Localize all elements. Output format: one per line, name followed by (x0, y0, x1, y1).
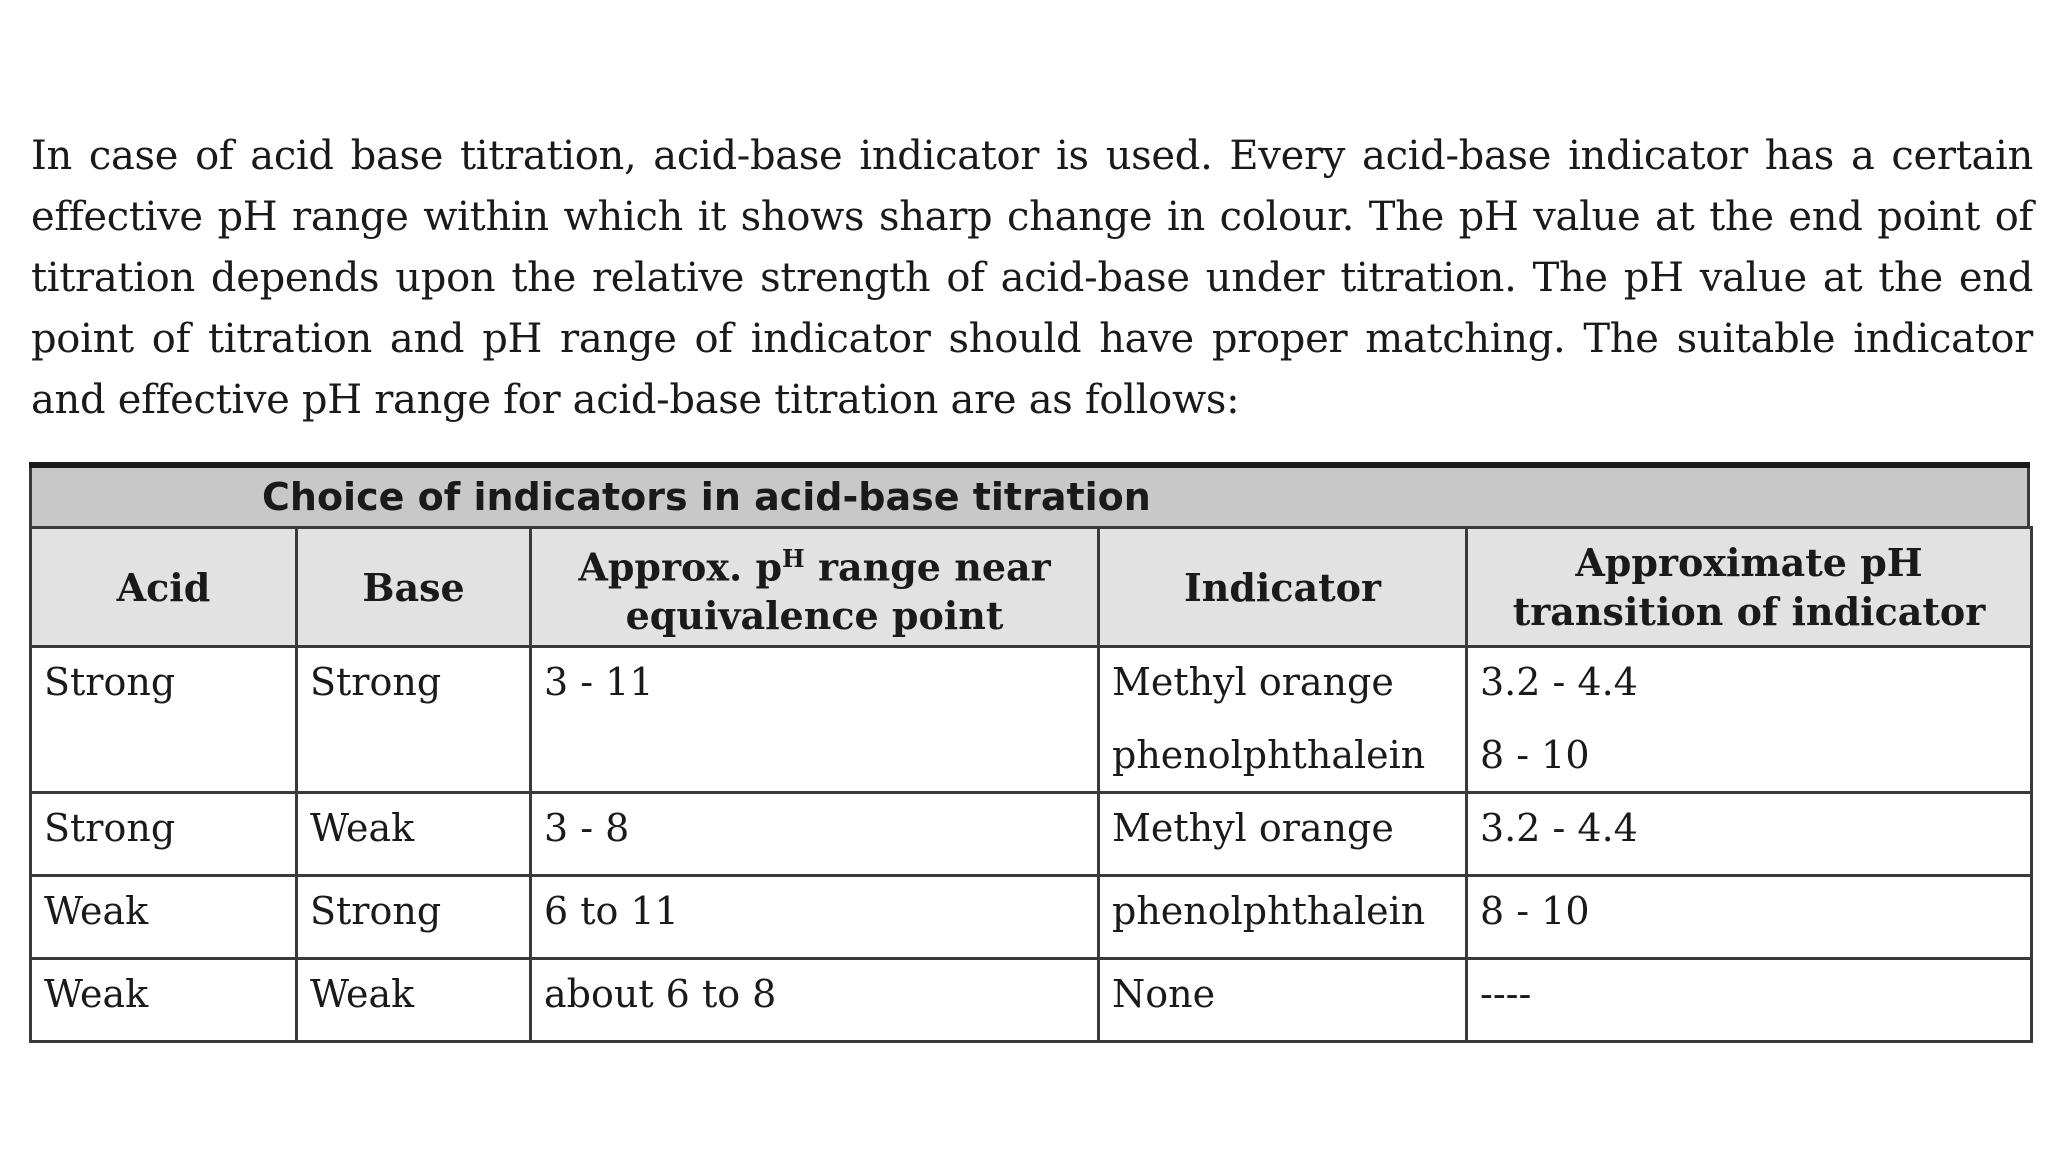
cell-ph-range: about 6 to 8 (531, 959, 1099, 1042)
cell-indicator: phenolphthalein (1099, 876, 1467, 959)
cell-base: Weak (297, 959, 531, 1042)
transition-range: 8 - 10 (1480, 733, 1590, 777)
header-indicator: Indicator (1099, 528, 1467, 647)
cell-base: Weak (297, 793, 531, 876)
header-ph-range (531, 528, 1099, 647)
cell-acid: Weak (31, 959, 297, 1042)
cell-transition: ---- (1467, 959, 2032, 1042)
cell-acid: Weak (31, 876, 297, 959)
cell-ph-range: 3 - 11 (531, 647, 1099, 793)
table-row (31, 793, 2032, 876)
intro-paragraph: In case of acid base titration, acid-base indicator is used. Every acid-base indicator has a certain effective pH range within which it shows sharp change in colour. The pH value at the end point of titration depends upon the relative strength of acid-base under titration. The pH value at the end point of titration and pH range of indicator should have proper matching. The suitable indicator and effective pH range for acid-base titration are as follows: (31, 133, 2033, 423)
header-acid: Acid (31, 528, 297, 647)
cell-indicator: Methyl orange (1099, 793, 1467, 876)
cell-acid: Strong (31, 793, 297, 876)
indicator-table (29, 526, 2033, 1043)
cell-base: Strong (297, 647, 531, 793)
header-ph-range-suffix: range near equivalence point (625, 544, 1051, 639)
header-ph-range-prefix: Approx. p (578, 544, 783, 590)
indicator-name: Methyl orange (1112, 660, 1394, 704)
indicator-name: phenolphthalein (1112, 733, 1426, 777)
cell-transition: 3.2 - 4.4 (1467, 793, 2032, 876)
table-caption: Choice of indicators in acid-base titration (29, 468, 2030, 526)
table-row (31, 876, 2032, 959)
table-row (31, 959, 2032, 1042)
cell-acid: Strong (31, 647, 297, 793)
table-row (31, 647, 2032, 793)
cell-ph-range: 3 - 8 (531, 793, 1099, 876)
transition-range: 3.2 - 4.4 (1480, 660, 1638, 704)
cell-ph-range: 6 to 11 (531, 876, 1099, 959)
header-transition: Approximate pH transition of indicator (1467, 528, 2032, 647)
indicator-table-container (29, 462, 2030, 1043)
cell-indicator: None (1099, 959, 1467, 1042)
cell-transition: 8 - 10 (1467, 876, 2032, 959)
table-header-row (31, 528, 2032, 647)
cell-base: Strong (297, 876, 531, 959)
cell-transition (1467, 647, 2032, 793)
header-base: Base (297, 528, 531, 647)
cell-indicator (1099, 647, 1467, 793)
header-ph-range-sup: H (782, 543, 805, 573)
